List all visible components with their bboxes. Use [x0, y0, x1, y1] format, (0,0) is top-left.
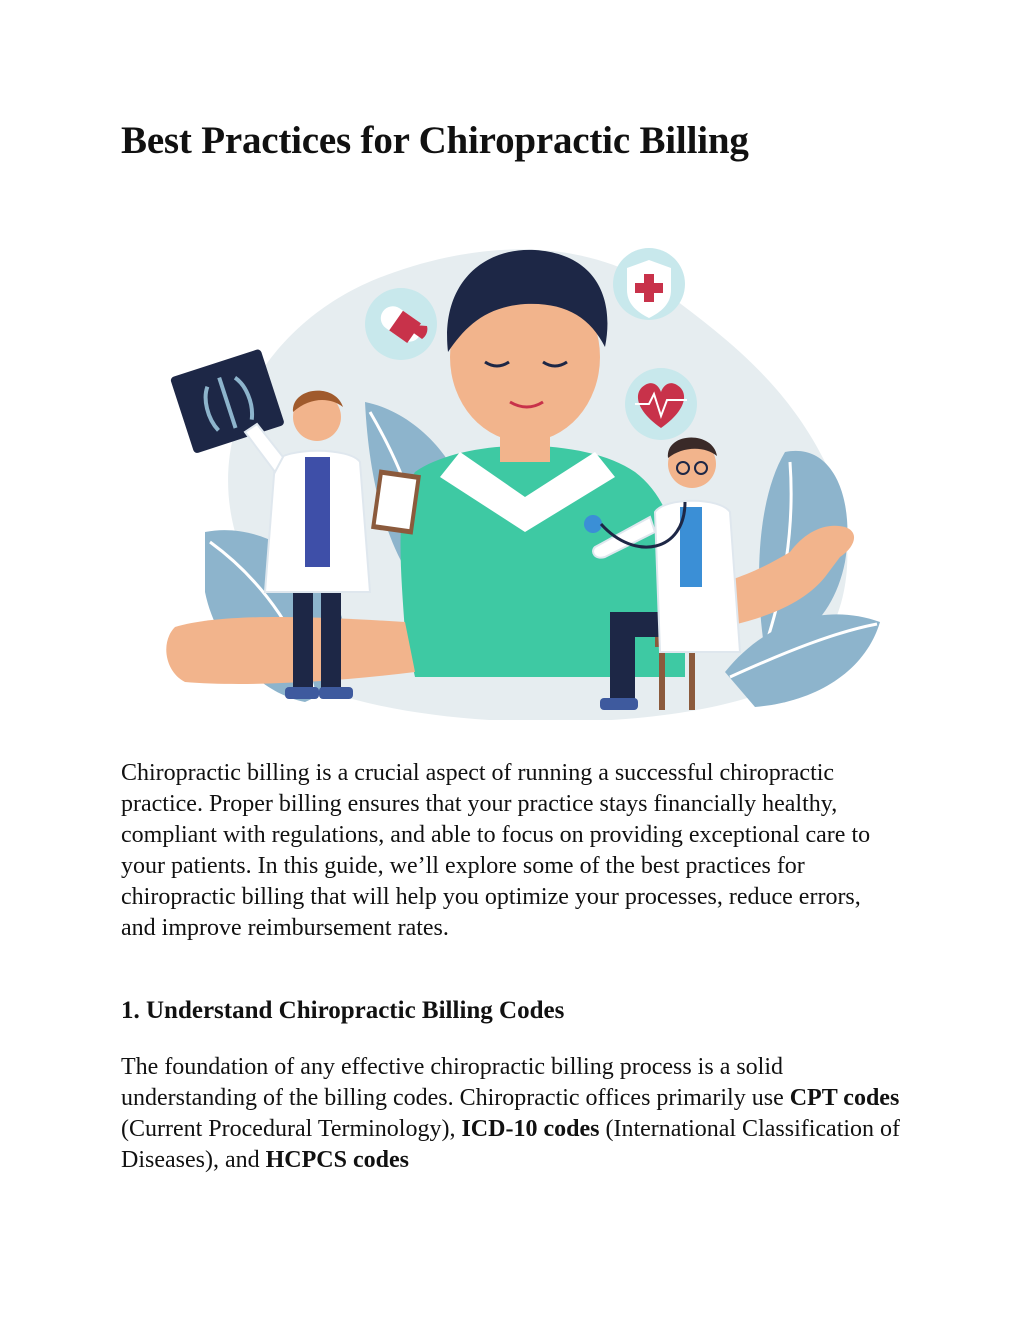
- section-1-text-3: (International Classification of Diseases), and: [121, 1116, 901, 1173]
- section-1-heading: 1. Understand Chiropractic Billing Codes: [121, 997, 565, 1024]
- patient-shirt: [401, 446, 685, 677]
- section-1-text-1: The foundation of any effective chiropractic billing process is a solid understanding of the billing codes. Chiropractic offices primarily use: [121, 1054, 790, 1111]
- document-title: Best Practices for Chiropractic Billing: [121, 119, 749, 162]
- medical-illustration: [165, 232, 885, 720]
- patient-arm-left: [166, 617, 415, 684]
- intro-paragraph: Chiropractic billing is a crucial aspect of running a successful chiropractic practice. Proper billing ensures that your practice stays financially healthy, compliant with regulations, and able to focus on providing exceptional care to your patients. In this guide, we’ll explore some of the best practices for chiropractic billing that will help you optimize your processes, reduce errors, and improve reimbursement rates.: [121, 760, 871, 941]
- hcpcs-codes-term: HCPCS codes: [265, 1147, 409, 1173]
- section-1-text-2: (Current Procedural Terminology),: [121, 1116, 462, 1142]
- doctors-and-patient-illustration: [165, 232, 885, 720]
- icd10-codes-term: ICD-10 codes: [461, 1116, 600, 1142]
- cpt-codes-term: CPT codes: [789, 1085, 900, 1111]
- section-1-paragraph: [121, 1052, 901, 1176]
